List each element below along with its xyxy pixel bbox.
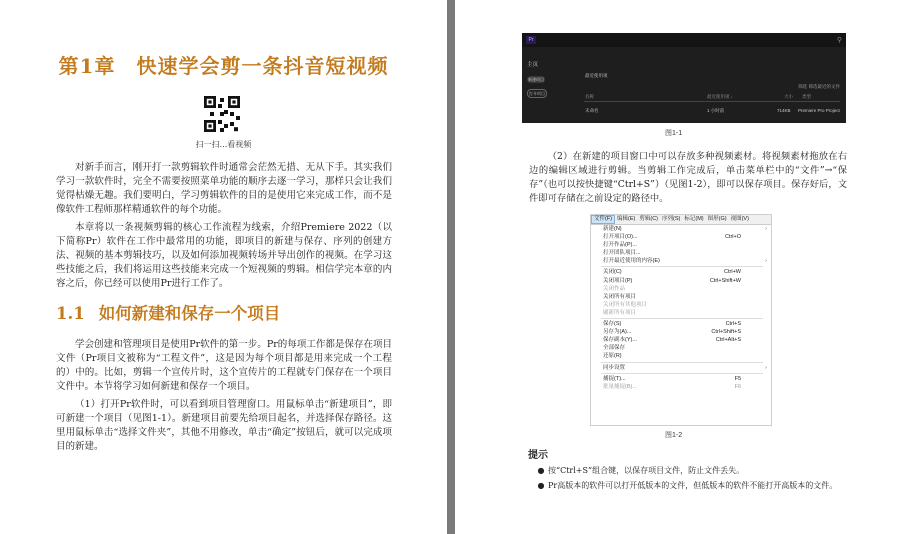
recent-row-type: Premiere Pro Project <box>798 108 840 113</box>
menu-item[interactable] <box>591 285 771 293</box>
menu-separator <box>601 318 763 319</box>
tip-text-1: 按“Ctrl+S”组合键，以保存项目文件，防止文件丢失。 <box>548 466 745 475</box>
menu-item-label: 刷新所有项目 <box>603 309 637 316</box>
menu-item-shortcut: Ctrl+S <box>725 321 741 328</box>
menu-item-shortcut: F6 <box>734 383 741 390</box>
premiere-logo-icon: Pr <box>526 36 536 44</box>
chapter-title: 第1章 快速学会剪一条抖音短视频 <box>58 54 389 78</box>
menu-item-label: 批量捕捉(B)... <box>603 383 637 390</box>
menu-item-label: 打开最近使用的内容(E) <box>603 258 660 265</box>
new-project-button[interactable]: 新建项目 <box>528 77 544 82</box>
menu-1[interactable]: 编辑(E) <box>617 216 636 222</box>
menu-item-label: 新建(N) <box>603 226 622 232</box>
section-title: 如何新建和保存一个项目 <box>98 304 281 323</box>
col-type: 类型 <box>802 94 811 99</box>
menu-6[interactable]: 视图(V) <box>730 216 749 222</box>
menu-item[interactable] <box>591 301 771 309</box>
menu-0[interactable]: 文件(F) <box>591 215 615 224</box>
tip-item-2 <box>528 480 858 492</box>
submenu-arrow-icon: › <box>765 364 767 371</box>
menu-item-label: 打开团队项目... <box>603 250 641 257</box>
menu-item-label: 保存(S) <box>603 321 622 328</box>
menu-item-label: 捕捉(T)... <box>603 375 626 382</box>
menu-item[interactable] <box>591 375 771 383</box>
tip-title: 提示 <box>528 450 548 461</box>
figure-1-1-caption: 图1-1 <box>665 130 683 137</box>
menu-item-label: 还原(R) <box>603 353 622 360</box>
qr-code-icon <box>204 96 240 132</box>
menu-item-label: 关闭项目(P) <box>603 277 633 284</box>
menu-item-label: 关闭作品 <box>603 285 626 292</box>
menu-item-shortcut: F5 <box>734 375 741 382</box>
menu-item[interactable] <box>591 225 771 233</box>
right-page <box>455 0 900 534</box>
menu-item[interactable] <box>591 364 771 372</box>
menu-item[interactable] <box>591 309 771 317</box>
menu-item-label: 关闭(C) <box>603 269 622 276</box>
qr-caption: 扫一扫...看视频 <box>195 140 252 149</box>
recent-label: 最近使用项 <box>585 73 608 78</box>
app-titlebar <box>522 33 846 47</box>
menu-5[interactable]: 图形(G) <box>707 216 727 222</box>
menu-item-shortcut: Ctrl+W <box>724 269 741 276</box>
menu-item[interactable] <box>591 328 771 336</box>
menu-item-shortcut: Ctrl+Shift+S <box>711 329 741 336</box>
menu-item-label: 打开项目(O)... <box>603 234 638 241</box>
home-label: 主页 <box>527 62 539 68</box>
menu-item[interactable] <box>591 241 771 249</box>
search-icon: ⚲ <box>836 37 842 44</box>
menu-item-shortcut: Ctrl+Shift+W <box>709 277 741 284</box>
bullet-icon: ● <box>537 481 545 490</box>
tip-item-1 <box>528 465 858 477</box>
submenu-arrow-icon: › <box>765 258 767 265</box>
menu-item[interactable] <box>591 336 771 344</box>
file-menu-dropdown <box>591 225 771 391</box>
menu-item-label: 关闭所有其他项目 <box>603 301 648 308</box>
menu-item[interactable] <box>591 320 771 328</box>
menu-item-label: 另存为(A)... <box>603 329 632 336</box>
open-project-button[interactable]: 打开项目 <box>529 91 545 96</box>
menu-item[interactable] <box>591 293 771 301</box>
menu-separator <box>601 373 763 374</box>
menu-item[interactable] <box>591 249 771 257</box>
figure-1-1-screenshot <box>522 33 846 123</box>
divider <box>584 101 840 102</box>
figure-1-2-caption: 图1-2 <box>665 432 683 439</box>
col-opened: 最近使用项 ↓ <box>707 94 733 99</box>
right-paragraph-1: （2）在新建的项目窗口中可以存放多种视频素材。将视频素材拖放在右边的编辑区域进行剪辑。当剪辑工作完成后，单击菜单栏中的“文件”→“保存”（也可以按快捷键“Ctrl+S”）（见图1-2），即可以保存项目。保存好后，文件即可存储在之前设定的路径中。 <box>529 151 847 204</box>
tip-text-2: Pr高版本的软件可以打开低版本的文件，但低版本的软件不能打开高版本的文件。 <box>548 481 838 490</box>
intro-paragraph-1: 对新手而言，刚开打一款剪辑软件时通常会茫然无措、无从下手。其实我们学习一款软件时，完全不需要按照菜单功能的顺序去逐一学习，那样只会让我们觉得枯燥无趣。我们要明白，学习剪辑软件的目的是使用它来完成工作，而不是像软件工程师那样精通软件的每个功能。 <box>56 162 392 215</box>
menu-4[interactable]: 标记(M) <box>684 216 704 222</box>
menu-2[interactable]: 剪辑(C) <box>639 216 659 222</box>
bullet-icon: ● <box>537 466 545 475</box>
col-name: 名称 <box>585 94 594 99</box>
menu-item[interactable] <box>591 277 771 285</box>
submenu-arrow-icon: › <box>765 226 767 232</box>
figure-1-2-file-menu <box>590 214 772 426</box>
menu-item[interactable] <box>591 383 771 391</box>
left-page <box>0 0 447 534</box>
menu-item[interactable] <box>591 344 771 352</box>
menu-3[interactable]: 序列(S) <box>662 216 681 222</box>
menu-item[interactable] <box>591 352 771 360</box>
recent-row-size: 714KB <box>777 108 791 113</box>
menu-separator <box>601 266 763 267</box>
section-number: 1.1 <box>56 304 85 323</box>
menu-item[interactable] <box>591 268 771 276</box>
menu-item-label: 全部保存 <box>603 345 626 352</box>
recent-row-opened: 1 小时前 <box>707 108 725 113</box>
menu-item-label: 保存副本(Y)... <box>603 337 637 344</box>
col-size: 大小 <box>784 94 793 99</box>
section-heading <box>56 300 294 324</box>
menu-item[interactable] <box>591 233 771 241</box>
menu-item-shortcut: Ctrl+Alt+S <box>715 337 741 344</box>
menu-item-shortcut: Ctrl+O <box>724 234 741 241</box>
page-gutter <box>447 0 455 534</box>
section-paragraph-1: 学会创建和管理项目是使用Pr软件的第一步。Pr的每项工作都是保存在项目文件（Pr项目文被称为“工程文件”，这是因为每个项目都是用来完成一个工程的）中的。比如，剪辑一个宣传片时，这个宣传片的工程就专门保存在一个项目文件中。本节将学习如何新建和保存一个项目。 <box>56 339 392 392</box>
menu-item[interactable] <box>591 257 771 265</box>
menu-separator <box>601 362 763 363</box>
menu-item-label: 关闭所有项目 <box>603 293 637 300</box>
filter-label: 筛选 筛选最近的文件 <box>798 84 840 89</box>
menu-item-label: 打开作品(P)... <box>603 242 637 249</box>
menu-bar <box>591 215 771 225</box>
recent-row-name[interactable]: 未命名 <box>585 108 599 113</box>
section-paragraph-2: （1）打开Pr软件时，可以看到项目管理窗口。用鼠标单击“新建项目”，即可新建一个项目（见图1-1）。新建项目前要先给项目起名，并选择保存路径。这里用鼠标单击“选择文件夹”，其他不用修改，单击“确定”按钮后，就可以完成项目的新建。 <box>56 399 392 452</box>
intro-paragraph-2: 本章将以一条视频剪辑的核心工作流程为线索，介绍Premiere 2022（以下简称Pr）软件在工作中最常用的功能，即项目的新建与保存、序列的创建方法、视频的基本剪辑技巧，以及如何添加视频转场并导出创作的视频。在学习这些技能之后，我们将运用这些技能来完成一个短视频的剪辑。相信学完本章的内容之后，你已经可以使用Pr进行工作了。 <box>56 222 392 289</box>
menu-item-label: 同步设置 <box>603 364 626 371</box>
